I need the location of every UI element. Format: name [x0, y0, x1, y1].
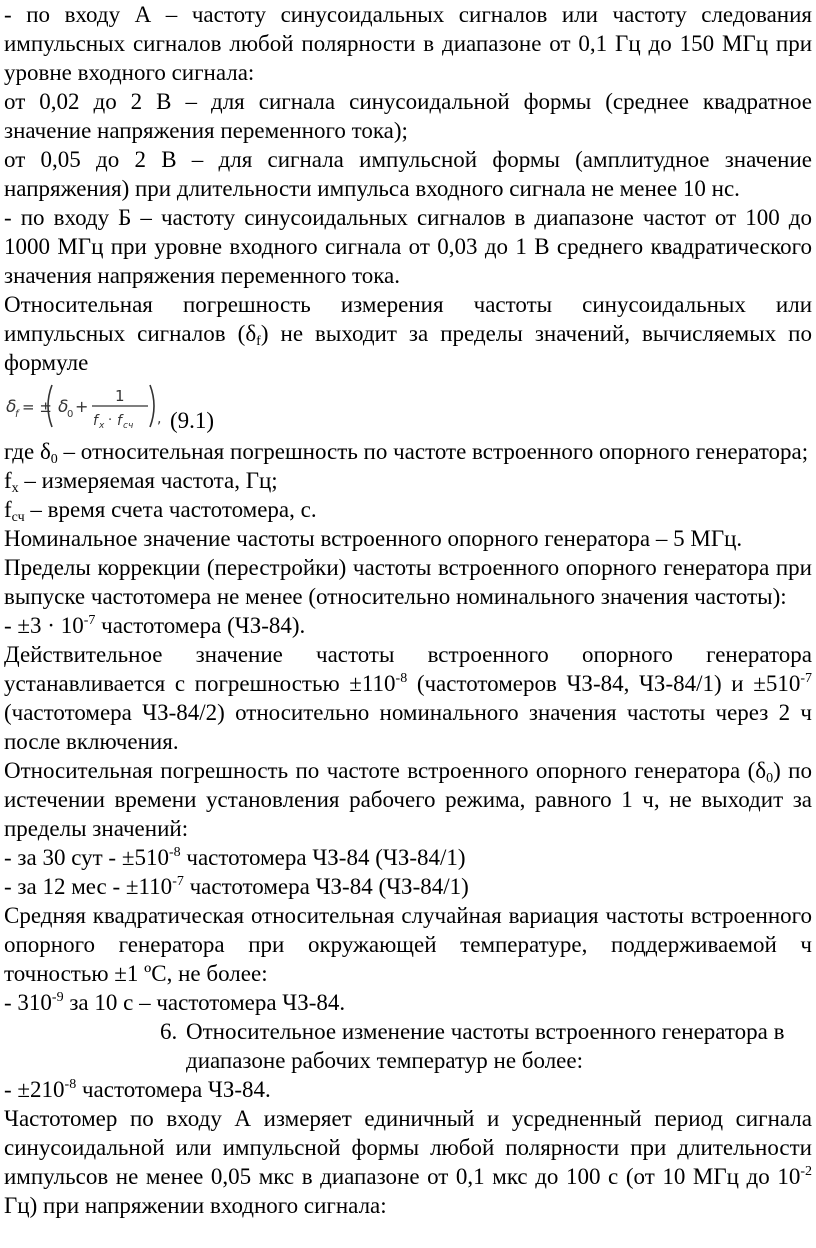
svg-text:δ: δ	[58, 397, 69, 417]
svg-text:+: +	[75, 397, 89, 416]
svg-text:f: f	[117, 413, 122, 429]
paragraph-delta0-error: Относительная погрешность по частоте встроенного опорного генератора $(\delta_0)$ по истечении времени установления рабочего режима, равного 1 ч, не выходит за пределы значений:	[4, 758, 812, 841]
svg-text:,: ,	[157, 411, 162, 427]
paragraph-random-variation: Средняя квадратическая относительная случайная вариация частоты встроенного опорного генератора при окружающей температуре, поддерживаемой ч точностью ±1 ºС, не более:	[4, 903, 812, 986]
svg-text:δ: δ	[6, 397, 17, 417]
paragraph-where-delta0: где $\delta_0$ – относительная погрешность по частоте встроенного опорного генератора;	[4, 439, 809, 467]
paragraph-12-months: - за 12 мес - $\pm 110^{-7}$ частотомера ЧЗ-84 (ЧЗ-84/1)	[4, 874, 469, 899]
paragraph-correction-value: - $\pm 3 \cdot 10^{-7}$ частотомера (ЧЗ-84).	[4, 613, 306, 638]
paragraph-input-a: - по входу А – частоту синусоидальных сигналов или частоту следования импульсных сигналов любой полярности в диапазоне от 0,1 Гц до 150 МГц при уровне входного сигнала:	[4, 2, 812, 85]
paragraph-actual-value: Действительное значение частоты встроенного опорного генератора устанавливается с погрешностью $\pm 110^{-8}$ (частотомеров ЧЗ-84, ЧЗ-84/1) $и \pm 510^{-7}$ (частотомера ЧЗ-84/2) относительно номинального значения частоты через 2 ч после включения.	[4, 642, 813, 754]
paragraph-fx: $f_x$ – измеряемая частота, Гц;	[4, 468, 278, 496]
svg-text:f: f	[15, 409, 19, 420]
formula-number: (9.1)	[170, 408, 215, 433]
paragraph-fsch: $f_{сч}$ – время счета частотомера, с.	[4, 497, 317, 525]
formula-line	[4, 377, 812, 437]
paragraph-pulse-range: от 0,05 до 2 В – для сигнала импульсной формы (амплитудное значение напряжения) при длительности импульса входного сигнала не менее 10 нс.	[4, 147, 812, 201]
numbered-item-6	[4, 1017, 812, 1075]
paragraph-30-days: - за 30 сут - $\pm 510^{-8}$ частотомера ЧЗ-84 (ЧЗ-84/1)	[4, 845, 466, 870]
paragraph-period-measurement: Частотомер по входу А измеряет единичный и усредненный период сигнала синусоидальной или импульсной формы любой полярности при длительности импульсов не менее 0,05 мкс в диапазоне от 0,1 мкс до 100 с (от 10 МГц до $10^{-2}$ Гц) при напряжении входного сигнала:	[4, 1106, 812, 1218]
svg-text:= ±: = ±	[22, 398, 52, 416]
svg-text:0: 0	[67, 409, 74, 420]
paragraph-input-b: - по входу Б – частоту синусоидальных сигналов в диапазоне частот от 100 до 1000 МГц при уровне входного сигнала от 0,03 до 1 В среднего квадратического значения напряжения переменного тока.	[4, 205, 812, 288]
paragraph-sine-range: от 0,02 до 2 В – для сигнала синусоидальной формы (среднее квадратное значение напряжения переменного тока);	[4, 89, 812, 143]
paragraph-temperature-change: - $\pm 210^{-8}$ частотомера ЧЗ-84.	[4, 1077, 271, 1102]
item-text: Относительное изменение частоты встроенного генератора в диапазоне рабочих температур не более:	[186, 1019, 785, 1073]
svg-text:x: x	[99, 421, 105, 431]
paragraph-variation-value: - $310^{-9}$ за 10 с – частотомера ЧЗ-84.	[4, 990, 346, 1015]
svg-text:1: 1	[115, 387, 125, 405]
svg-text:·: ·	[108, 413, 113, 428]
svg-text:сч: сч	[123, 421, 134, 431]
formula-9-1	[4, 379, 164, 431]
paragraph-nominal-frequency: Номинальное значение частоты встроенного опорного генератора – 5 МГц.	[4, 526, 743, 551]
document-page	[4, 0, 812, 1220]
paragraph-correction-limits: Пределы коррекции (перестройки) частоты встроенного опорного генератора при выпуске частотомера не менее (относительно номинального значения частоты):	[4, 555, 812, 609]
item-number: 6.	[160, 1019, 178, 1044]
svg-text:f: f	[93, 413, 98, 429]
paragraph-relative-error: Относительная погрешность измерения частоты синусоидальных или импульсных сигналов $(\delta_f)$ не выходит за пределы значений, вычисляемых по формуле	[4, 292, 812, 375]
